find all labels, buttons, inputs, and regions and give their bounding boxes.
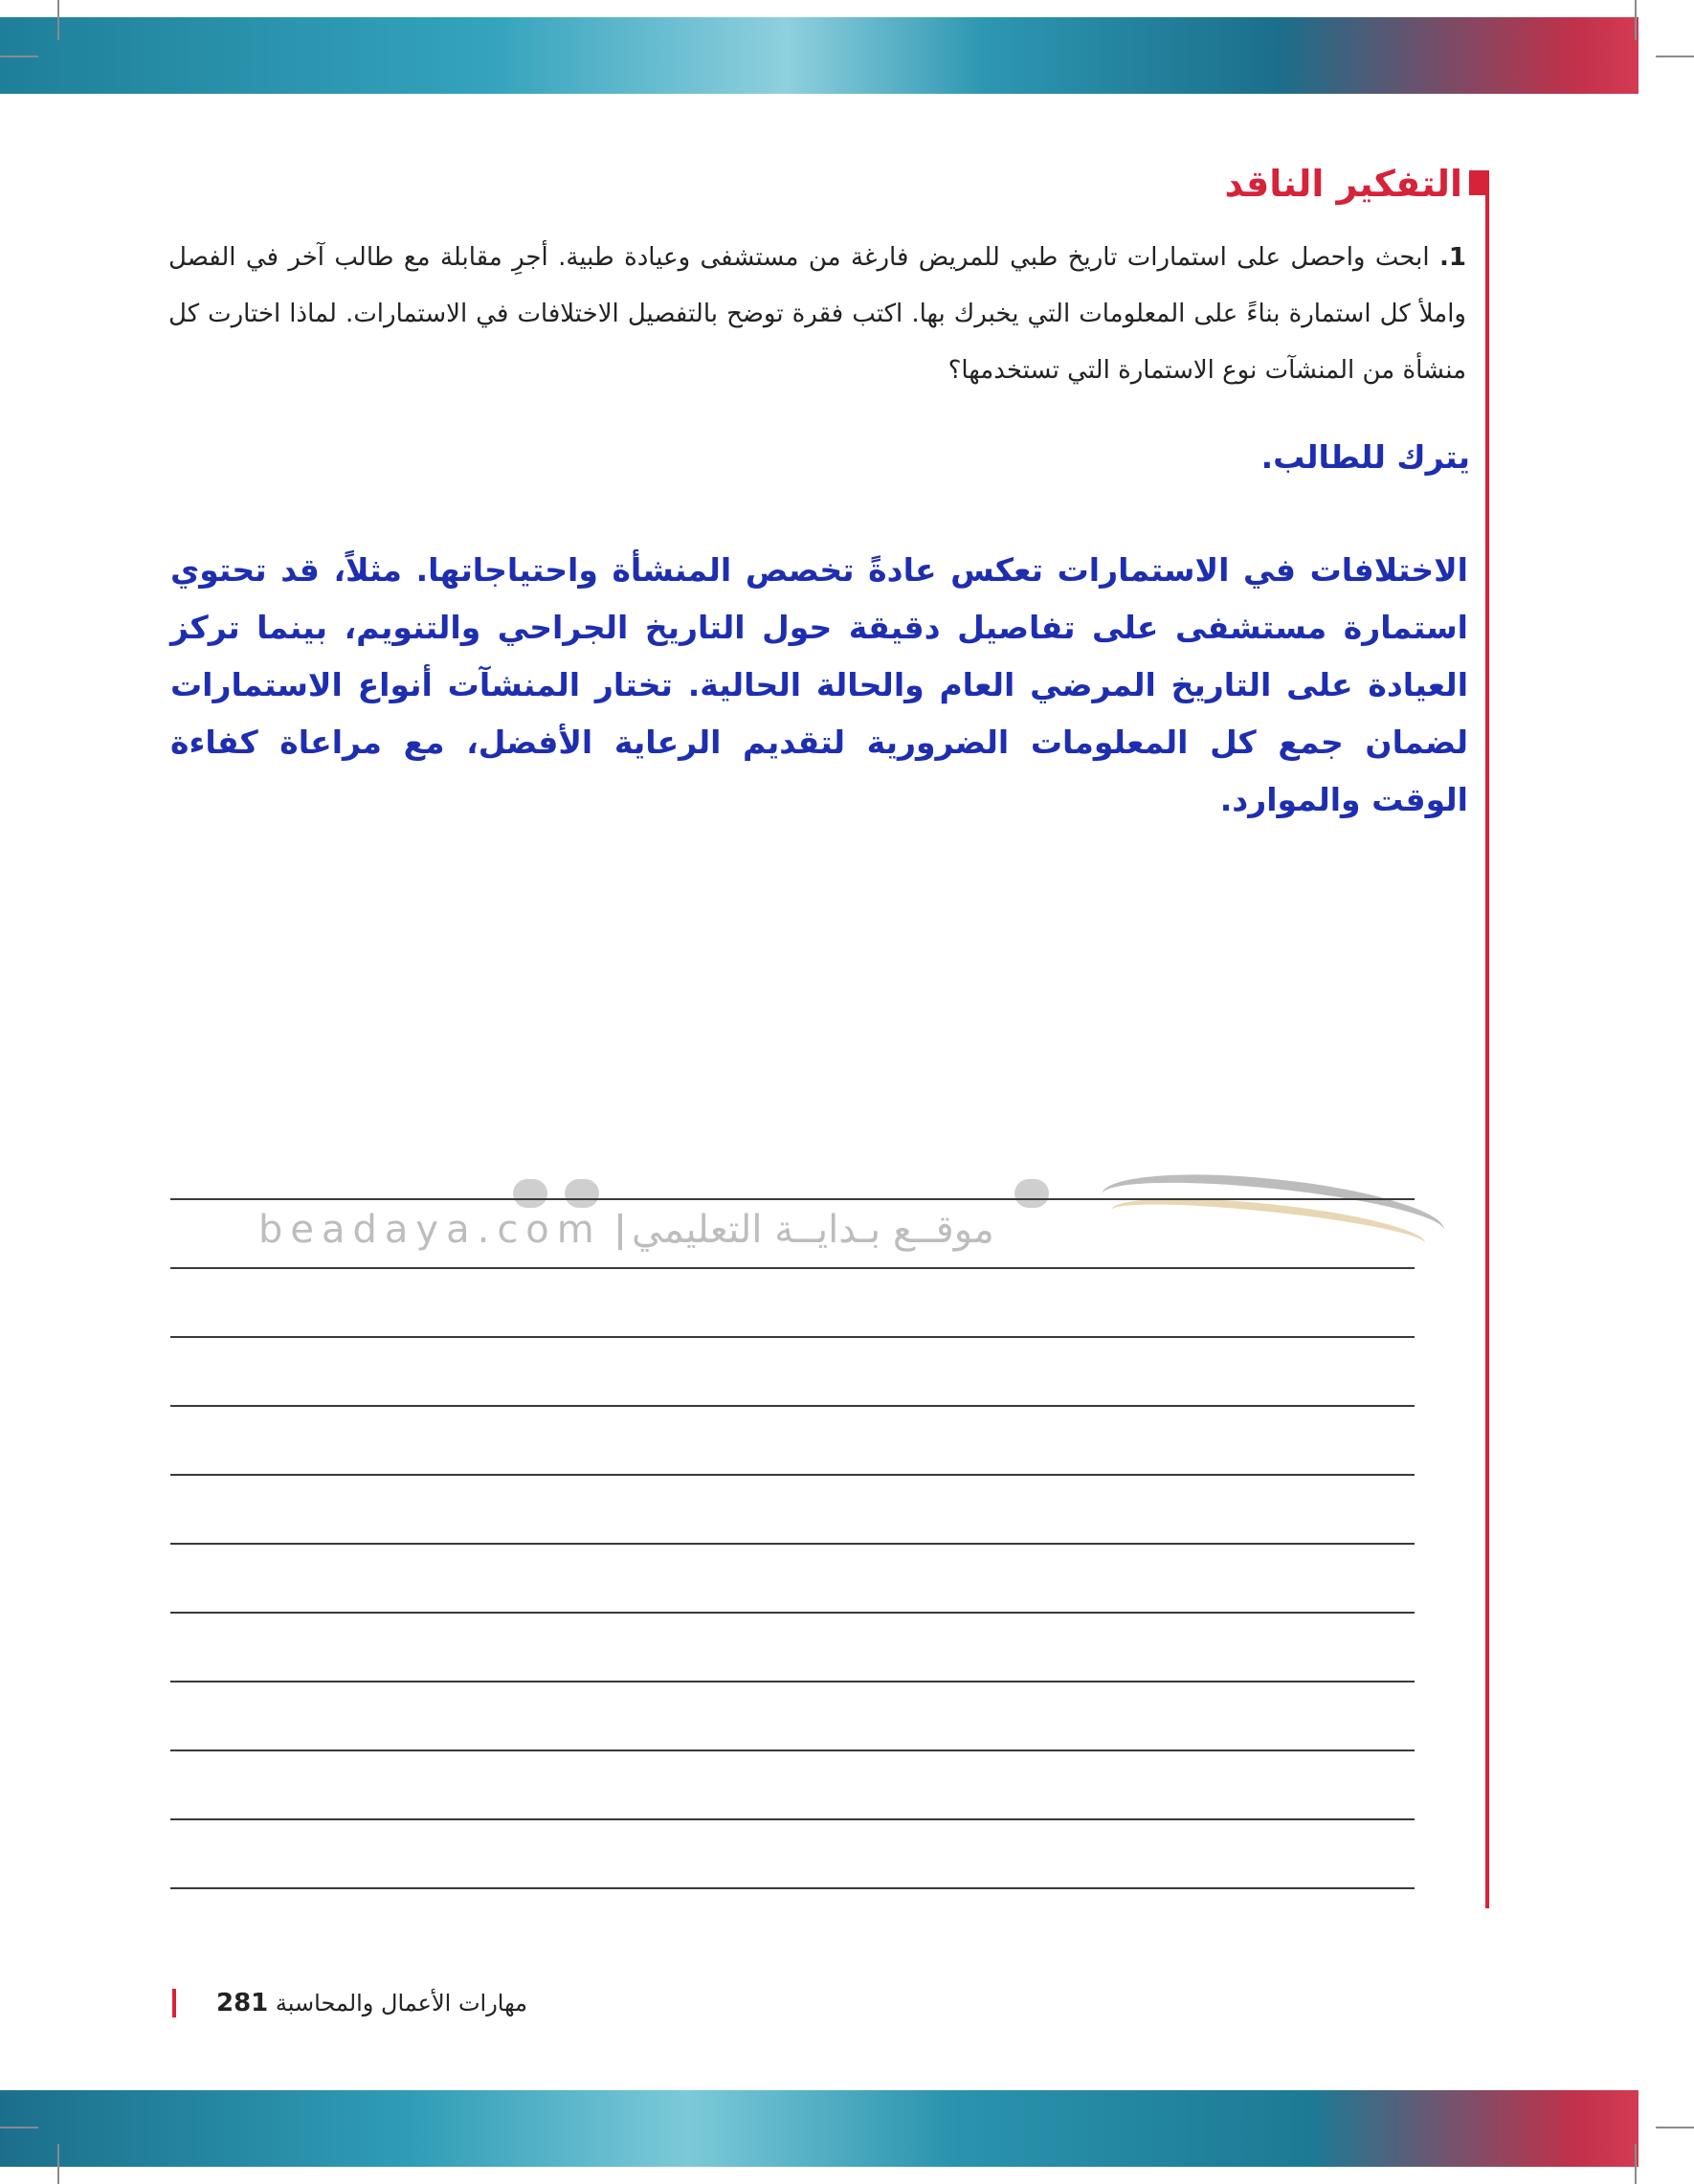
book-title: مهارات الأعمال والمحاسبة [275, 1990, 528, 2017]
answer-text: الاختلافات في الاستمارات تعكس عادةً تخصص المنشأة واحتياجاتها. مثلاً، قد تحتوي استمارة مستشفى على تفاصيل دقيقة حول التاريخ الجراحي والتنويم، بينما تركز العيادة على التاريخ المرضي العام والحالة الحالية. تختار المنشآت أنواع الاستمارات لضمان جمع كل المعلومات الضرورية لتقديم الرعاية الأفضل، مع مراعاة كفاءة الوقت والموارد. [170, 551, 1468, 818]
crop-mark [0, 2127, 38, 2128]
crop-mark [57, 0, 59, 40]
writing-line [170, 1681, 1415, 1683]
writing-line [170, 1749, 1415, 1751]
crop-mark [1635, 2144, 1637, 2184]
writing-line [170, 1887, 1415, 1889]
crop-mark [57, 2144, 59, 2184]
crop-mark [0, 56, 38, 57]
watermark-latin: beadaya.com [258, 1208, 602, 1252]
writing-line [170, 1336, 1415, 1338]
writing-line [170, 1818, 1415, 1820]
margin-rule [1485, 170, 1489, 1908]
section-title: التفكير الناقد [1224, 163, 1462, 205]
writing-line [170, 1405, 1415, 1407]
title-marker [1469, 170, 1486, 195]
page-number: 281 [216, 1989, 269, 2017]
writing-line [170, 1612, 1415, 1614]
question-text: ابحث واحصل على استمارات تاريخ طبي للمريض فارغة من مستشفى وعيادة طبية. أجرِ مقابلة مع طالب آخر في الفصل واملأ كل استمارة بناءً على المعلومات التي يخبرك بها. اكتب فقرة توضح بالتفصيل الاختلافات في الاستمارات. لماذا اختارت كل منشأة من المنشآت نوع الاستمارة التي تستخدمها؟ [168, 243, 1466, 385]
page-footer [209, 1989, 527, 2017]
watermark-dot [513, 1179, 547, 1208]
watermark-separator [618, 1214, 622, 1250]
writing-line [170, 1474, 1415, 1476]
writing-line [170, 1267, 1415, 1269]
writing-line [170, 1543, 1415, 1545]
watermark-arabic: موقــع بـدايــة التعليمي [632, 1208, 994, 1252]
student-note: يترك للطالب. [1260, 438, 1470, 476]
crop-mark [1656, 2127, 1694, 2128]
crop-mark [1656, 56, 1694, 57]
watermark-dot [565, 1179, 599, 1208]
question-1 [168, 230, 1466, 399]
writing-line [170, 1198, 1415, 1200]
crop-mark [1635, 0, 1637, 40]
watermark-dot [1014, 1179, 1049, 1208]
footer-marker [172, 1989, 176, 2017]
bottom-decorative-band [0, 2090, 1638, 2167]
top-decorative-band [0, 17, 1638, 94]
question-number: 1. [1439, 243, 1466, 272]
